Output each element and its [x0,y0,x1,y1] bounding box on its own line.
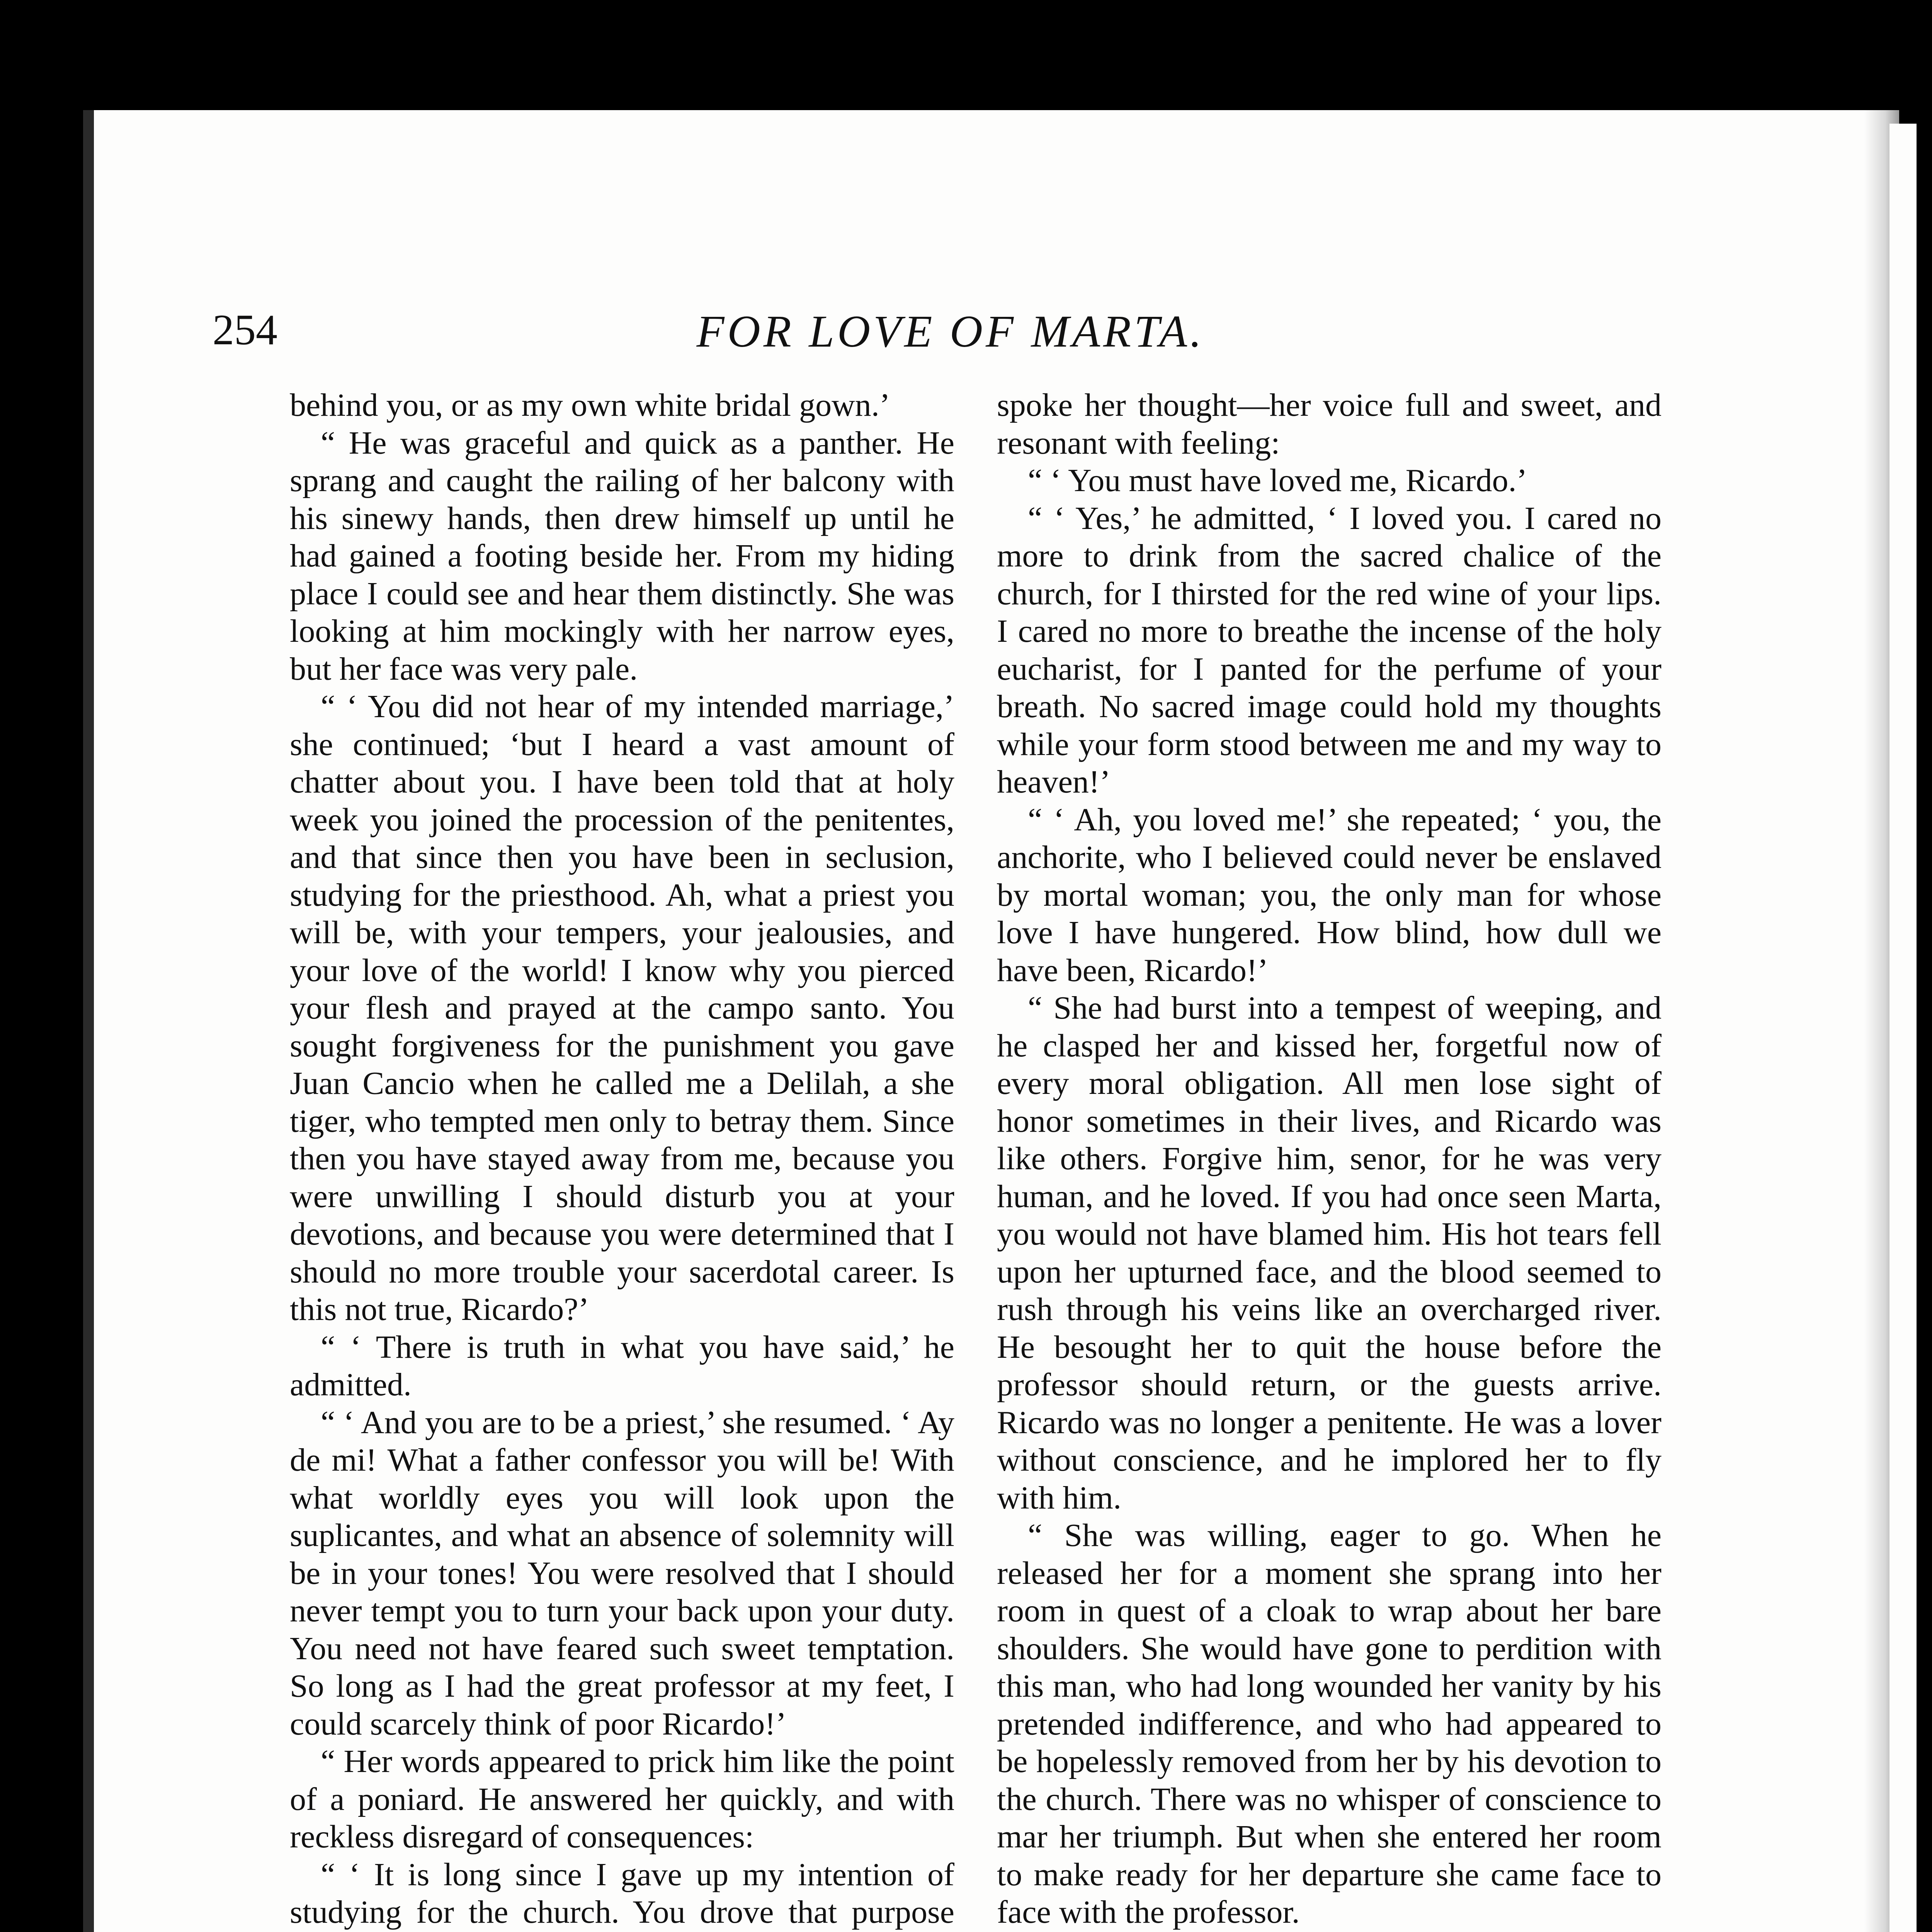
paragraph: “ He was graceful and quick as a panther. He sprang and caught the railing of her balcony with his sinewy hands, then drew himself up until he had gained a footing beside her. From my hiding place I could see and hear them distinctly. She was looking at him mockingly with her narrow eyes, but her face was very pale. [290,425,954,687]
paragraph: “ ‘ There is truth in what you have said,’ he admitted. [290,1329,954,1403]
right-column [997,386,1662,1932]
paragraph: “ Her words appeared to prick him like the point of a poniard. He answered her quickly, and with reckless disregard of consequences: [290,1743,954,1855]
page-number: 254 [213,306,277,354]
running-head: FOR LOVE OF MARTA. [696,306,1205,357]
paragraph: “ ‘ Yes,’ he admitted, ‘ I loved you. I cared no more to drink from the sacred chalice of the church, for I thirsted for the red wine of your lips. I cared no more to breathe the incense of the holy eucharist, for I panted for the perfume of your breath. No sacred image could hold my thoughts while your form stood between me and my way to heaven!’ [997,500,1662,800]
paragraph: “ ‘ Ah, you loved me!’ she repeated; ‘ you, the anchorite, who I believed could never be enslaved by mortal woman; you, the only man for whose love I have hungered. How blind, how dull we have been, Ricardo!’ [997,801,1662,988]
paragraph: “ ‘ It is long since I gave up my intention of studying for the church. You drove that purpose [290,1856,954,1930]
paragraph: behind you, or as my own white bridal gown.’ [290,387,890,423]
page-header [213,305,1689,383]
paragraph: “ ‘ You must have loved me, Ricardo.’ [1028,463,1527,498]
paragraph: “ ‘ You did not hear of my intended marriage,’ she continued; ‘but I heard a vast amount of chatter about you. I have been told that at holy week you joined the procession of the penitentes, and that since then you have been in seclusion, studying for the priesthood. Ah, what a priest you will be, with your tempers, your jealousies, and your love of the world! I know why you pierced your flesh and prayed at the campo santo. You sought forgiveness for the punishment you gave Juan Cancio when he called me a Delilah, a she tiger, who tempted men only to betray them. Since then you have stayed away from me, because you were unwilling I should disturb you at your devotions, and because you were determined that I should no more trouble your sacerdotal career. Is this not true, Ricardo?’ [290,689,954,1327]
paragraph: “ ‘ And you are to be a priest,’ she resumed. ‘ Ay de mi! What a father confessor you will be! With what worldly eyes you will look upon the suplicantes, and what an absence of solemnity will be in your tones! You were resolved that I should never tempt you to turn your back upon your duty. You need not have feared such sweet temptation. So long as I had the great professor at my feet, I could scarcely think of poor Ricardo!’ [290,1404,954,1742]
paragraph: “ She had burst into a tempest of weeping, and he clasped her and kissed her, forgetful now of every moral obligation. All men lose sight of honor sometimes in their lives, and Ricardo was like others. Forgive him, senor, for he was very human, and he loved. If you had once seen Marta, you would not have blamed him. His hot tears fell upon her upturned face, and the blood seemed to rush through his veins like an overcharged river. He besought her to quit the house before the professor should return, or the guests arrive. Ricardo was no longer a penitente. He was a lover without conscience, and he implored her to fly with him. [997,990,1662,1516]
paragraph: “ She was willing, eager to go. When he released her for a moment she sprang into her room in quest of a cloak to wrap about her bare shoulders. She would have gone to perdition with this man, who had long wounded her vanity by his pretended indifference, and who had appeared to be hopelessly removed from her by his devotion to the church. There was no whisper of conscience to mar her triumph. But when she entered her room to make ready for her departure she came face to face with the professor. [997,1517,1662,1930]
left-column [290,386,954,1932]
paragraph: spoke her thought—her voice full and sweet, and resonant with feeling: [997,387,1662,461]
page-edge [1889,124,1917,1932]
